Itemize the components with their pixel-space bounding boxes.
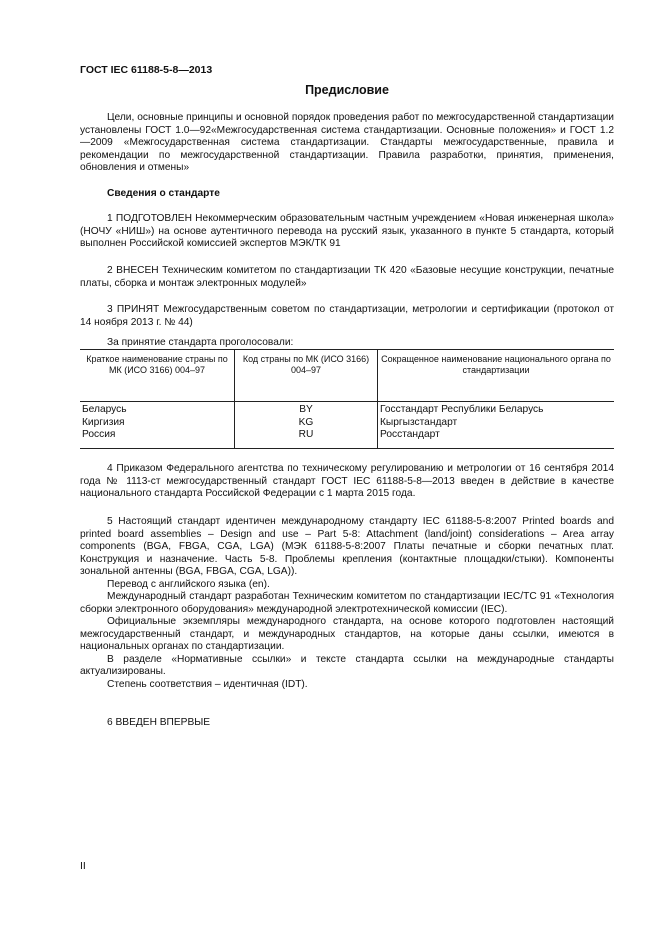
code-cell xyxy=(235,402,378,449)
document-header: ГОСТ IEC 61188-5-8—2013 xyxy=(80,64,213,76)
country-name: Беларусь xyxy=(82,404,127,415)
item-5-paragraph: Степень соответствия – идентичная (IDT). xyxy=(107,678,308,690)
standards-body: Госстандарт Республики Беларусь xyxy=(380,404,544,415)
table-header-code: Код страны по МК (ИСО 3166) 004–97 xyxy=(235,350,378,402)
page-number: II xyxy=(80,860,86,872)
item-2: 2 ВНЕСЕН Техническим комитетом по стандартизации ТК 420 «Базовые несущие конструкции, печатные платы, сборка и монтаж электронных модулей» xyxy=(80,265,614,289)
standards-body: Кыргызстандарт xyxy=(380,416,458,428)
table-header-body: Сокращенное наименование национального органа по стандартизации xyxy=(378,350,615,402)
item-5-paragraph: Перевод с английского языка (en). xyxy=(107,578,270,590)
country-code: KG xyxy=(298,416,314,428)
item-6: 6 ВВЕДЕН ВПЕРВЫЕ xyxy=(107,717,211,728)
item-5-paragraph: Международный стандарт разработан Техническим комитетом по стандартизации IEC/TC 91 «Технология сборки электронного оборудования» международной электротехнической комиссии (IEC). xyxy=(80,591,614,615)
item-1: 1 ПОДГОТОВЛЕН Некоммерческим образовательным частным учреждением «Новая инженерная школа» (НОЧУ «НИШ») на основе аутентичного перевода на русский язык, указанного в пункте 5 стандарта, который выполнен Российской комиссией экспертов МЭК/ТК 91 xyxy=(80,213,614,249)
standards-body: Росстандарт xyxy=(380,429,440,440)
page-title: Предисловие xyxy=(305,83,389,97)
intro-paragraph: Цели, основные принципы и основной порядок проведения работ по межгосударственной стандартизации установлены ГОСТ 1.0—92«Межгосударственная система стандартизации. Основные положения» и ГОСТ 1.2—2009 «Межгосударственная система стандартизации. Стандарты межгосударственные, правила и рекомендации по межгосударственной стандартизации. Правила разработки, принятия, применения, обновления и отмены» xyxy=(80,112,614,173)
table-row xyxy=(80,402,614,449)
item-5 xyxy=(80,516,614,691)
item-5-paragraph: Официальные экземпляры международного стандарта, на основе которого подготовлен настоящий межгосударственный стандарт, и международных стандартов, на которые даны ссылки, имеются в национальных органах по стандартизации. xyxy=(80,616,614,652)
info-heading: Сведения о стандарте xyxy=(107,188,220,199)
country-code: BY xyxy=(299,404,313,415)
item-4: 4 Приказом Федерального агентства по техническому регулированию и метрологии от 16 сентября 2014 года № 1113-ст межгосударственный стандарт ГОСТ IEC 61188-5-8—2013 введен в действие в качестве национального стандарта Российской Федерации с 1 марта 2015 года. xyxy=(80,463,614,499)
country-name: Киргизия xyxy=(82,416,125,428)
country-cell xyxy=(80,402,235,449)
item-5-paragraph: В разделе «Нормативные ссылки» и тексте стандарта ссылки на международные стандарты актуализированы. xyxy=(80,653,614,677)
body-cell xyxy=(378,402,615,449)
country-name: Россия xyxy=(82,429,116,440)
item-5-paragraph: 5 Настоящий стандарт идентичен международному стандарту IEC 61188-5-8:2007 Printed boards and printed board assemblies – Design and use – Part 5-8: Attachment (land/joint) considerations – Area array components (BGA, FBGA, CGA, LGA) (МЭК 61188-5-8:2007 Платы печатные и сборки печатных плат. Конструкция и назначение. Часть 5-8. Проблемы крепления (контактные площадки/стыки). Компоненты зональной антенны (BGA, FBGA, CGA, LGA)). xyxy=(80,516,614,577)
item-3: 3 ПРИНЯТ Межгосударственным советом по стандартизации, метрологии и сертификации (протокол от 14 ноября 2013 г. № 44) xyxy=(80,304,614,328)
voting-table xyxy=(80,349,614,449)
country-code: RU xyxy=(298,429,314,440)
vote-intro: За принятие стандарта проголосовали: xyxy=(107,337,294,348)
table-header-country: Краткое наименование страны по МК (ИСО 3166) 004–97 xyxy=(80,350,235,402)
table-header-row xyxy=(80,350,614,402)
